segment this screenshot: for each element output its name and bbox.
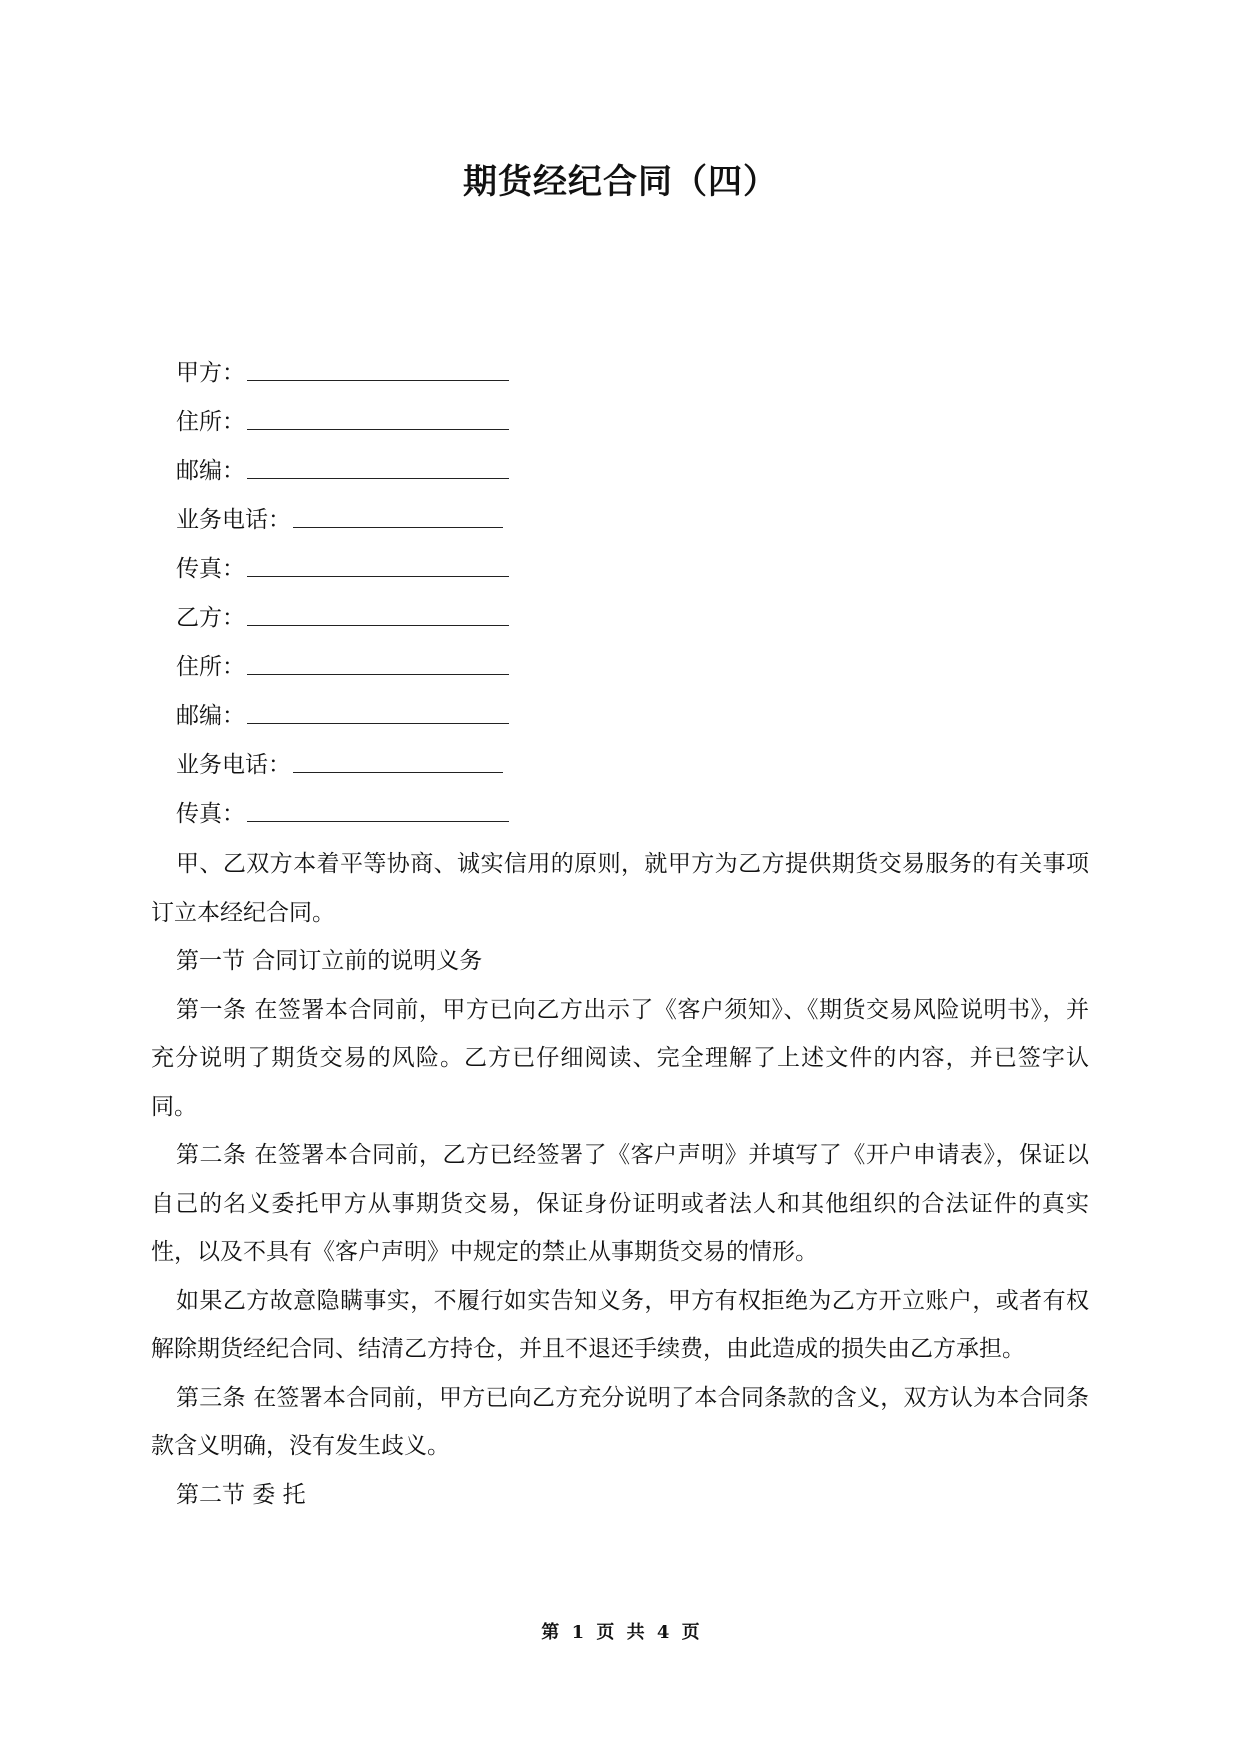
section-heading: 第一节 合同订立前的说明义务 — [176, 948, 483, 974]
field-label: 邮编： — [176, 703, 245, 729]
fill-in-blank — [293, 507, 503, 528]
party-b-name-field — [176, 594, 976, 643]
party-b-fax-field — [176, 790, 976, 839]
field-label: 邮编： — [176, 458, 245, 484]
body-paragraph: 如果乙方故意隐瞒事实，不履行如实告知义务，甲方有权拒绝为乙方开立账户，或者有权解除期货经纪合同、结清乙方持仓，并且不退还手续费，由此造成的损失由乙方承担。 — [151, 1287, 1089, 1362]
field-label: 传真： — [176, 556, 245, 582]
party-a-address-field — [176, 398, 976, 447]
party-a-phone-field — [176, 496, 976, 545]
field-label: 住所： — [176, 409, 245, 435]
party-a-postcode-field — [176, 447, 976, 496]
field-label: 住所： — [176, 654, 245, 680]
article-paragraph: 第二条 在签署本合同前，乙方已经签署了《客户声明》并填写了《开户申请表》，保证以自己的名义委托甲方从事期货交易，保证身份证明或者法人和其他组织的合法证件的真实性，以及不具有《客户声明》中规定的禁止从事期货交易的情形。 — [151, 1142, 1089, 1265]
party-b-address-field — [176, 643, 976, 692]
document-title: 期货经纪合同（四） — [463, 162, 778, 202]
article-paragraph: 第一条 在签署本合同前，甲方已向乙方出示了《客户须知》、《期货交易风险说明书》，并充分说明了期货交易的风险。乙方已仔细阅读、完全理解了上述文件的内容，并已签字认同。 — [151, 996, 1089, 1120]
fill-in-blank — [293, 752, 503, 773]
field-label: 传真： — [176, 801, 245, 827]
article-paragraph: 第三条 在签署本合同前，甲方已向乙方充分说明了本合同条款的含义，双方认为本合同条款含义明确，没有发生歧义。 — [151, 1384, 1089, 1459]
field-label: 甲方： — [176, 360, 245, 386]
party-b-postcode-field — [176, 692, 976, 741]
contract-body — [151, 840, 1089, 1519]
field-label: 业务电话： — [176, 507, 291, 533]
party-info-fields — [176, 349, 976, 839]
section-heading: 第二节 委 托 — [176, 1481, 306, 1508]
fill-in-blank — [247, 801, 509, 822]
party-b-phone-field — [176, 741, 976, 790]
fill-in-blank — [247, 556, 509, 577]
field-label: 乙方： — [176, 605, 245, 631]
fill-in-blank — [247, 654, 509, 675]
field-label: 业务电话： — [176, 752, 291, 778]
fill-in-blank — [247, 409, 509, 430]
fill-in-blank — [247, 360, 509, 381]
fill-in-blank — [247, 703, 509, 724]
fill-in-blank — [247, 605, 509, 626]
party-a-fax-field — [176, 545, 976, 594]
party-a-name-field — [176, 349, 976, 398]
page-number-footer: 第 1 页 共 4 页 — [541, 1622, 700, 1643]
fill-in-blank — [247, 458, 509, 479]
preamble-paragraph: 甲、乙双方本着平等协商、诚实信用的原则，就甲方为乙方提供期货交易服务的有关事项订立本经纪合同。 — [151, 851, 1089, 926]
